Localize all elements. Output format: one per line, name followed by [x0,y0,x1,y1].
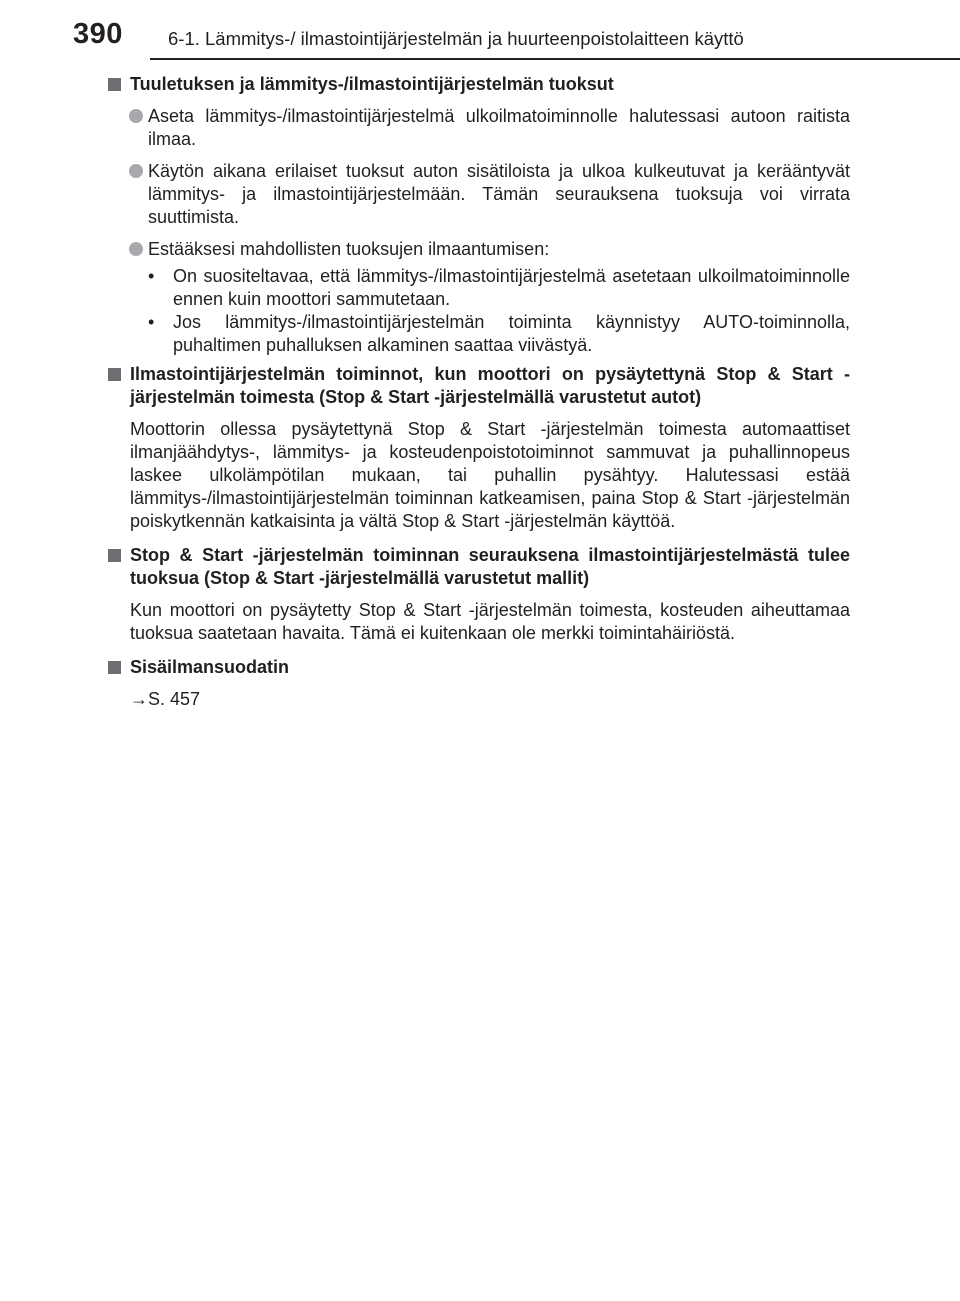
sub-list [148,265,850,357]
body-paragraph: Kun moottori on pysäytetty Stop & Start -järjestelmän toimesta, kosteuden aiheuttamaa tuoksua saatetaan havaita. Tämä ei kuitenkaan ole merkki toimintahäiriöstä. [130,600,850,643]
square-bullet-icon [108,368,121,381]
page-header [0,0,960,60]
section-heading-text: Stop & Start -järjestelmän toiminnan seurauksena ilmastointijärjestelmästä tulee tuoksua (Stop & Start -järjestelmällä varustetut mallit) [130,545,850,588]
section-heading-text: Sisäilmansuodatin [130,657,290,677]
chapter-title: 6-1. Lämmitys-/ ilmastointijärjestelmän ja huurteenpoistolaitteen käyttö [168,28,744,49]
dot-bullet-icon: • [148,266,155,286]
circle-bullet-icon [129,242,143,256]
sub-list-item-text: On suositeltavaa, että lämmitys-/ilmastointijärjestelmä asetetaan ulkoilmatoiminnolle ennen kuin moottori sammutetaan. [173,266,850,309]
section-heading [108,363,850,409]
sub-list-item [148,265,850,311]
sub-list-item-text: Jos lämmitys-/ilmastointijärjestelmän toiminta käynnistyy AUTO-toiminnolla, puhaltimen puhalluksen alkaminen saattaa viivästyä. [173,312,850,355]
page-number: 390 [73,18,123,50]
section-heading-text: Tuuletuksen ja lämmitys-/ilmastointijärjestelmän tuoksut [130,74,614,94]
square-bullet-icon [108,661,121,674]
section-stop-start-odor [108,544,850,645]
arrow-right-icon: → [130,689,148,709]
page-reference[interactable] [130,688,850,711]
section-stop-start-ac [108,363,850,533]
list-item-text: Aseta lämmitys-/ilmastointijärjestelmä ulkoilmatoiminnolle halutessasi autoon raitista ilmaa. [148,106,850,149]
section-heading [108,544,850,590]
square-bullet-icon [108,549,121,562]
header-divider [150,58,960,60]
section-heading [108,656,850,679]
body-paragraph: Moottorin ollessa pysäytettynä Stop & Start -järjestelmän toimesta automaattiset ilmanjäähdytys-, lämmitys- ja kosteudenpoistotoiminnot sammuvat ja puhallinnopeus laskee ulkolämpötilan mukaan, tai puhallin pysähtyy. Halutessasi estää lämmitys-/ilmastointijärjestelmän toiminnan katkeamisen, paina Stop & Start -järjestelmän poiskytkennän katkaisinta ja vältä Stop & Start -järjestelmän käyttöä. [130,419,850,531]
circle-bullet-icon [129,164,143,178]
sub-list-item [148,311,850,357]
section-cabin-filter [108,656,850,711]
dot-bullet-icon: • [148,312,155,332]
circle-bullet-icon [129,109,143,123]
list-item [129,160,850,229]
section-heading-text: Ilmastointijärjestelmän toiminnot, kun moottori on pysäytettynä Stop & Start -järjestelmän toimesta (Stop & Start -järjestelmällä varustetut autot) [130,364,850,407]
list-item-text: Käytön aikana erilaiset tuoksut auton sisätiloista ja ulkoa kulkeutuvat ja kerääntyvät lämmitys- ja ilmastointijärjestelmään. Tämän seurauksena tuoksuja voi virrata suuttimista. [148,161,850,227]
section-ventilation-odors [108,73,850,357]
list-item [129,105,850,151]
list-item-text: Estääksesi mahdollisten tuoksujen ilmaantumisen: [148,239,550,259]
page-reference-text: S. 457 [148,689,201,709]
square-bullet-icon [108,78,121,91]
list-item [129,238,850,261]
section-heading [108,73,850,96]
page-content [108,73,850,711]
